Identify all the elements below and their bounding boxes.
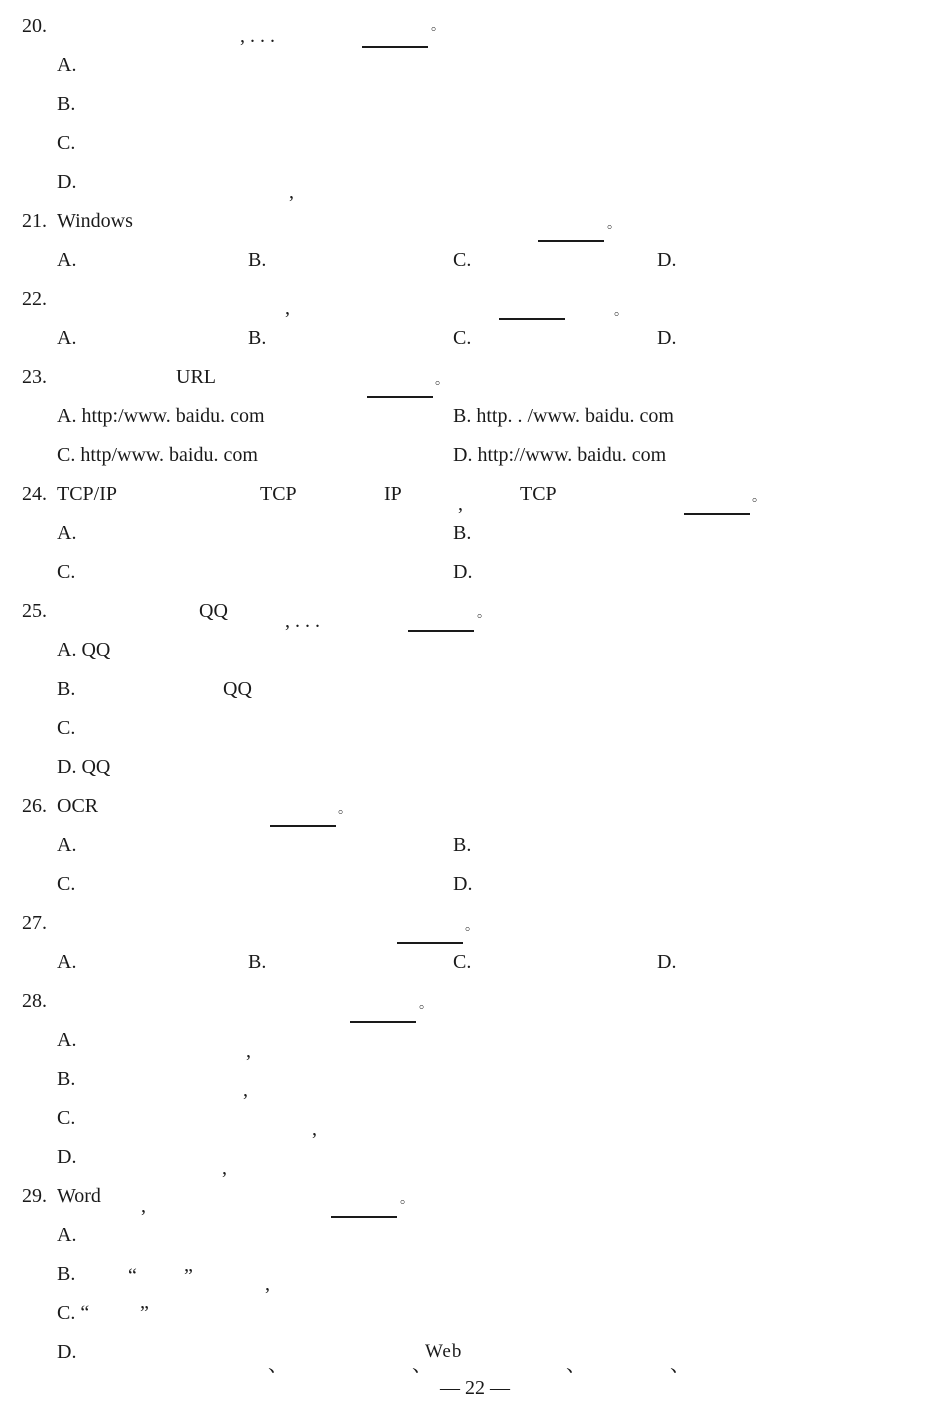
- page-number: — 22 —: [440, 1377, 510, 1399]
- question-23-answer-blank: [367, 396, 433, 398]
- question-29-option-a: A.: [57, 1224, 77, 1246]
- question-27-answer-blank: [397, 942, 463, 944]
- question-28-option-a-comma: ,: [246, 1040, 251, 1062]
- question-27-option-a: A.: [57, 951, 77, 973]
- question-28-option-a: A.: [57, 1029, 77, 1051]
- question-23-number: 23.: [22, 366, 47, 388]
- question-20-option-b: B.: [57, 93, 76, 115]
- question-23-option-d: D. http://www. baidu. com: [453, 444, 667, 466]
- question-23-period: 。: [435, 373, 449, 388]
- question-23-option-b: B. http. . /www. baidu. com: [453, 405, 674, 427]
- question-29-option-d-mark-4: 、: [670, 1354, 690, 1376]
- question-24-number: 24.: [22, 483, 47, 505]
- question-21-option-c: C.: [453, 249, 472, 271]
- question-22-answer-blank: [499, 318, 565, 320]
- question-27-number: 27.: [22, 912, 47, 934]
- question-22-period: 。: [614, 304, 628, 319]
- question-21-answer-blank: [538, 240, 604, 242]
- question-29-option-c-close-quote: ”: [140, 1302, 149, 1324]
- question-29-answer-blank: [331, 1216, 397, 1218]
- question-26-option-d: D.: [453, 873, 473, 895]
- question-29-option-b-close-quote: ”: [184, 1265, 193, 1287]
- question-25-option-b: B.: [57, 678, 76, 700]
- question-24-text-ip: IP: [384, 483, 402, 505]
- question-27-option-d: D.: [657, 951, 677, 973]
- question-27-option-b: B.: [248, 951, 267, 973]
- question-29-option-d-mark-1: 、: [268, 1354, 288, 1376]
- question-29-option-d-mark-2: 、: [412, 1354, 432, 1376]
- question-24-answer-blank: [684, 513, 750, 515]
- question-26-answer-blank: [270, 825, 336, 827]
- question-22-option-a: A.: [57, 327, 77, 349]
- question-29-option-c: C. “: [57, 1302, 90, 1324]
- question-29-option-b-open-quote: “: [128, 1265, 137, 1287]
- question-22-option-d: D.: [657, 327, 677, 349]
- question-28-period: 。: [419, 997, 433, 1012]
- question-22-comma: ,: [285, 297, 290, 319]
- question-29-option-d: D.: [57, 1341, 77, 1363]
- question-26-option-b: B.: [453, 834, 472, 856]
- question-24-option-c: C.: [57, 561, 76, 583]
- question-21-option-b: B.: [248, 249, 267, 271]
- question-24-option-d: D.: [453, 561, 473, 583]
- question-28-answer-blank: [350, 1021, 416, 1023]
- question-29-option-d-mark-3: 、: [566, 1354, 586, 1376]
- question-20-option-d-comma: ,: [289, 181, 294, 203]
- question-25-option-d: D. QQ: [57, 756, 111, 778]
- question-24-text-tcpip: TCP/IP: [57, 483, 118, 505]
- question-24-option-b: B.: [453, 522, 472, 544]
- question-23-text: URL: [176, 366, 216, 388]
- question-27-option-c: C.: [453, 951, 472, 973]
- question-28-number: 28.: [22, 990, 47, 1012]
- question-29-number: 29.: [22, 1185, 47, 1207]
- question-29-text-word: Word: [57, 1185, 101, 1207]
- question-28-option-c: C.: [57, 1107, 76, 1129]
- question-20-punctuation: , . . .: [240, 25, 275, 47]
- question-23-option-a: A. http:/www. baidu. com: [57, 405, 265, 427]
- question-26-text-ocr: OCR: [57, 795, 99, 817]
- question-26-option-c: C.: [57, 873, 76, 895]
- question-25-period: 。: [477, 606, 491, 621]
- question-22-option-c: C.: [453, 327, 472, 349]
- question-24-text-tcp: TCP: [260, 483, 297, 505]
- question-21-number: 21.: [22, 210, 47, 232]
- question-22-option-b: B.: [248, 327, 267, 349]
- question-21-option-d: D.: [657, 249, 677, 271]
- question-25-option-a: A. QQ: [57, 639, 111, 661]
- question-20-answer-blank: [362, 46, 428, 48]
- question-22-number: 22.: [22, 288, 47, 310]
- question-29-option-d-web: Web: [425, 1341, 463, 1362]
- question-24-option-a: A.: [57, 522, 77, 544]
- question-21-period: 。: [607, 217, 621, 232]
- question-24-comma: ,: [458, 493, 463, 515]
- question-28-option-b-comma: ,: [243, 1079, 248, 1101]
- question-20-option-c: C.: [57, 132, 76, 154]
- question-29-comma: ,: [141, 1195, 146, 1217]
- question-24-text-tcp-2: TCP: [520, 483, 557, 505]
- question-27-period: 。: [465, 919, 479, 934]
- question-26-period: 。: [338, 802, 352, 817]
- question-29-option-b-comma: ,: [265, 1273, 270, 1295]
- question-28-option-d: D.: [57, 1146, 77, 1168]
- question-28-option-d-comma: ,: [222, 1157, 227, 1179]
- question-24-period: 。: [752, 490, 766, 505]
- question-25-number: 25.: [22, 600, 47, 622]
- question-26-number: 26.: [22, 795, 47, 817]
- question-25-option-c: C.: [57, 717, 76, 739]
- question-29-period: 。: [400, 1192, 414, 1207]
- question-25-text-qq: QQ: [199, 600, 228, 622]
- question-25-punctuation: , . . .: [285, 610, 320, 632]
- question-26-option-a: A.: [57, 834, 77, 856]
- question-21-text: Windows: [57, 210, 133, 232]
- question-25-answer-blank: [408, 630, 474, 632]
- question-28-option-c-comma: ,: [312, 1118, 317, 1140]
- question-21-option-a: A.: [57, 249, 77, 271]
- question-20-number: 20.: [22, 15, 47, 37]
- question-29-option-b: B.: [57, 1263, 76, 1285]
- question-23-option-c: C. http/www. baidu. com: [57, 444, 258, 466]
- question-28-option-b: B.: [57, 1068, 76, 1090]
- question-25-option-b-qq: QQ: [223, 678, 252, 700]
- question-20-period: 。: [431, 19, 445, 34]
- question-20-option-a: A.: [57, 54, 77, 76]
- question-20-option-d: D.: [57, 171, 77, 193]
